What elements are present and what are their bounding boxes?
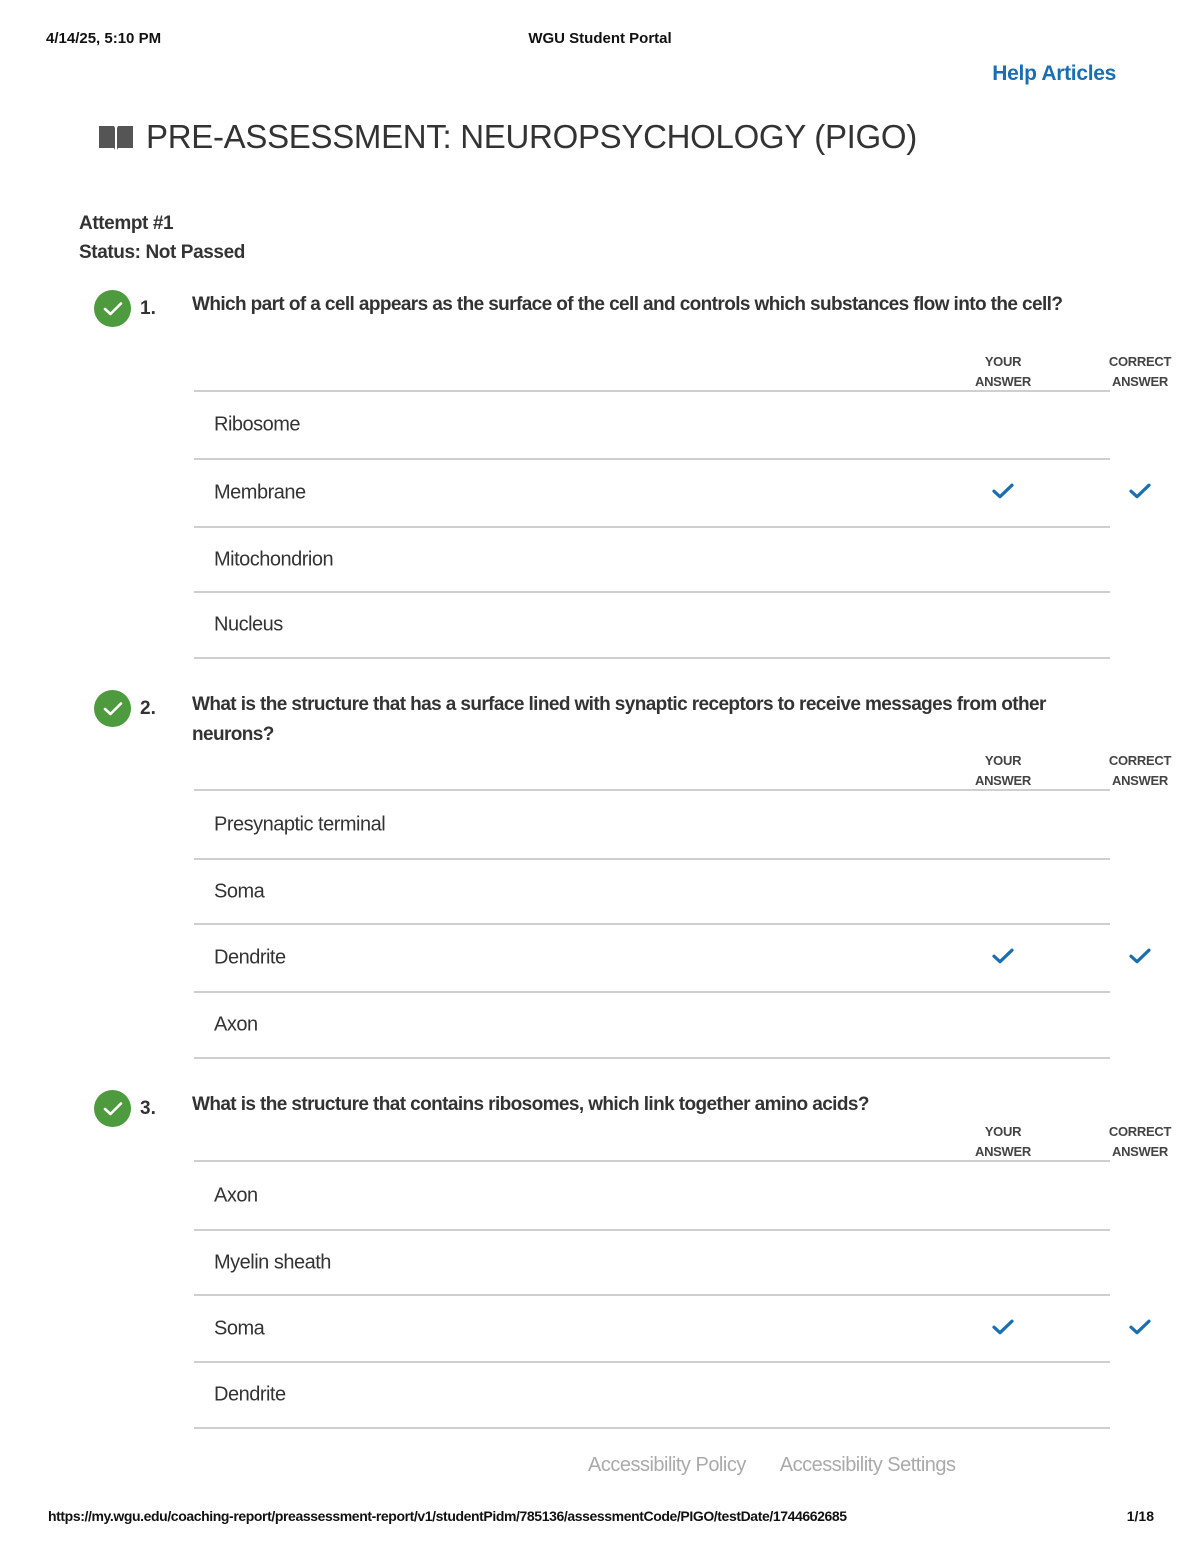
attempt-label: Attempt #1 <box>79 213 174 234</box>
question-text: Which part of a cell appears as the surface of the cell and controls which substances flow into the cell? <box>192 294 1063 315</box>
answer-table <box>194 352 1172 659</box>
answer-row <box>194 1162 1110 1231</box>
answer-row <box>194 791 1110 860</box>
correct-answer-check-icon <box>1129 947 1151 965</box>
answer-label: Presynaptic terminal <box>214 813 386 835</box>
correct-answer-header: CORRECT ANSWER <box>1108 1124 1172 1159</box>
attempt-status: Status: Not Passed <box>79 242 245 263</box>
correct-answer-header: CORRECT ANSWER <box>1108 354 1172 389</box>
answer-label: Membrane <box>214 481 306 504</box>
answer-table-header <box>194 352 1172 392</box>
answer-label: Ribosome <box>214 413 301 436</box>
answer-label: Myelin sheath <box>214 1251 331 1273</box>
answer-label: Nucleus <box>214 613 283 636</box>
print-page-title: WGU Student Portal <box>528 30 672 47</box>
answer-table-header <box>194 751 1172 791</box>
answer-table <box>194 1122 1172 1429</box>
accessibility-settings-link[interactable]: Accessibility Settings <box>779 1454 956 1476</box>
answer-label: Dendrite <box>214 946 286 969</box>
print-url: https://my.wgu.edu/coaching-report/preassessment-report/v1/studentPidm/785136/assessmentCode/PIGO/testDate/1744662685 <box>48 1508 847 1524</box>
answer-row <box>194 993 1110 1059</box>
answer-row <box>194 1231 1110 1296</box>
question-number: 3. <box>140 1098 156 1119</box>
correct-check-icon <box>94 290 131 327</box>
answer-row <box>194 392 1110 460</box>
answer-row <box>194 528 1110 593</box>
answer-table <box>194 751 1172 1059</box>
correct-answer-check-icon <box>1129 482 1151 500</box>
your-answer-header: YOUR ANSWER <box>975 1124 1031 1159</box>
your-answer-check-icon <box>992 947 1014 965</box>
correct-check-icon <box>94 690 131 727</box>
answer-row <box>194 1363 1110 1429</box>
question-text: What is the structure that has a surface lined with synaptic receptors to receive messages from other neurons? <box>192 694 1046 745</box>
correct-answer-header: CORRECT ANSWER <box>1108 753 1172 788</box>
answer-row <box>194 1296 1110 1363</box>
page-title <box>98 118 917 156</box>
print-date: 4/14/25, 5:10 PM <box>46 30 162 47</box>
answer-table-header <box>194 1122 1172 1162</box>
question-number: 2. <box>140 698 156 719</box>
answer-label: Soma <box>214 1317 265 1339</box>
book-icon <box>98 123 134 151</box>
your-answer-header: YOUR ANSWER <box>975 753 1031 788</box>
answer-label: Axon <box>214 1013 258 1036</box>
your-answer-check-icon <box>992 1318 1014 1336</box>
help-articles-link[interactable]: Help Articles <box>992 62 1116 85</box>
correct-check-icon <box>94 1090 131 1127</box>
answer-label: Soma <box>214 880 265 902</box>
answer-label: Axon <box>214 1184 258 1206</box>
page-title-text: PRE-ASSESSMENT: NEUROPSYCHOLOGY (PIGO) <box>146 118 917 155</box>
question-text: What is the structure that contains ribosomes, which link together amino acids? <box>192 1094 869 1115</box>
print-page-number: 1/18 <box>1126 1508 1154 1524</box>
answer-row <box>194 925 1110 993</box>
correct-answer-check-icon <box>1129 1318 1151 1336</box>
answer-row <box>194 460 1110 528</box>
answer-row <box>194 593 1110 659</box>
accessibility-policy-link[interactable]: Accessibility Policy <box>588 1454 746 1476</box>
answer-row <box>194 860 1110 925</box>
question-number: 1. <box>140 298 156 319</box>
your-answer-check-icon <box>992 482 1014 500</box>
answer-label: Dendrite <box>214 1383 286 1406</box>
print-header <box>46 30 1154 50</box>
your-answer-header: YOUR ANSWER <box>975 354 1031 389</box>
footer-links <box>588 1454 986 1477</box>
attempt-info <box>79 209 245 267</box>
answer-label: Mitochondrion <box>214 548 334 570</box>
